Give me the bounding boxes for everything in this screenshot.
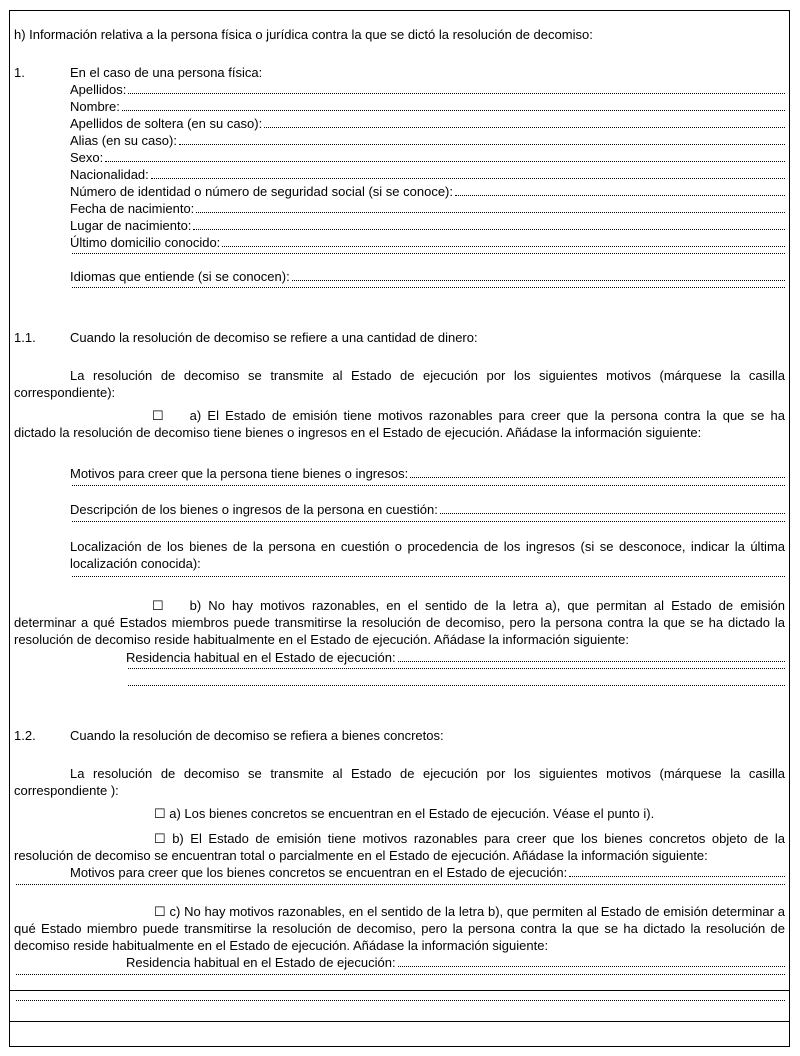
field-residencia-continuation-2[interactable]: [126, 684, 785, 690]
field-motivos-bienes-concretos[interactable]: Motivos para creer que los bienes concretos se encuentran en el Estado de ejecución:: [70, 865, 785, 881]
section-1-2-intro: La resolución de decomiso se transmite al Estado de ejecución por los siguientes motivos (márquese la casilla correspondiente ):: [14, 766, 785, 798]
field-idiomas-continuation[interactable]: [70, 286, 785, 292]
field-residencia-habitual-2[interactable]: Residencia habitual en el Estado de ejecución:: [126, 955, 785, 971]
field-nombre[interactable]: Nombre:: [70, 99, 785, 115]
field-idiomas[interactable]: Idiomas que entiende (si se conocen):: [70, 269, 785, 285]
section-1-2-number: 1.2.: [14, 728, 36, 743]
field-domicilio-continuation[interactable]: [70, 252, 785, 258]
section-1-1-number: 1.1.: [14, 330, 36, 345]
field-localizacion-bienes[interactable]: Localización de los bienes de la persona en cuestión o procedencia de los ingresos (si se desconoce, indicar la última localización conocida):: [70, 539, 785, 571]
field-localizacion-continuation[interactable]: [70, 575, 785, 581]
row-divider: [10, 1021, 789, 1022]
field-residencia-2-continuation-1[interactable]: [14, 973, 785, 979]
field-apellidos-soltera[interactable]: Apellidos de soltera (en su caso):: [70, 116, 785, 132]
field-sexo[interactable]: Sexo:: [70, 150, 785, 166]
field-ultimo-domicilio[interactable]: Último domicilio conocido:: [70, 235, 785, 251]
field-apellidos[interactable]: Apellidos:: [70, 82, 785, 98]
field-fecha-nacimiento[interactable]: Fecha de nacimiento:: [70, 201, 785, 217]
field-motivos-continuation[interactable]: [70, 484, 785, 490]
section-h-heading: h) Información relativa a la persona física o jurídica contra la que se dictó la resolución de decomiso:: [14, 27, 593, 42]
field-nacionalidad[interactable]: Nacionalidad:: [70, 167, 785, 183]
section-1-title: En el caso de una persona física:: [70, 65, 263, 80]
field-motivos-bienes[interactable]: Motivos para creer que la persona tiene bienes o ingresos:: [70, 466, 785, 482]
option-1-1-b[interactable]: ☐ b) No hay motivos razonables, en el sentido de la letra a), que permitan al Estado de emisión determinar a qué Estados miembros puede transmitirse la resolución de decomiso, pero la persona contra la que se ha dictado la resolución de decomiso reside habitualmente en el Estado de ejecución. Añádase la información siguiente:: [14, 598, 785, 647]
option-1-2-c[interactable]: ☐ c) No hay motivos razonables, en el sentido de la letra b), que permiten al Estado de emisión determinar a qué Estado miembro puede transmitirse la resolución de decomiso, pero la persona contra la que se ha dictado la resolución de decomiso reside habitualmente en el Estado de ejecución. Añádase la información siguiente:: [14, 904, 785, 953]
section-1-1-intro: La resolución de decomiso se transmite al Estado de ejecución por los siguientes motivos (márquese la casilla correspondiente):: [14, 368, 785, 400]
field-lugar-nacimiento[interactable]: Lugar de nacimiento:: [70, 218, 785, 234]
field-residencia-continuation-1[interactable]: [126, 667, 785, 673]
field-descripcion-continuation[interactable]: [70, 520, 785, 526]
option-1-2-b[interactable]: ☐ b) El Estado de emisión tiene motivos razonables para creer que los bienes concretos objeto de la resolución de decomiso se encuentran total o parcialmente en el Estado de ejecución. Añádase la información siguiente:: [14, 831, 785, 863]
field-motivos-concretos-continuation[interactable]: [14, 883, 785, 889]
section-1-1-title: Cuando la resolución de decomiso se refiere a una cantidad de dinero:: [70, 330, 478, 345]
field-residencia-habitual[interactable]: Residencia habitual en el Estado de ejecución:: [126, 650, 785, 666]
field-residencia-2-continuation-2[interactable]: [14, 999, 785, 1005]
option-1-2-a[interactable]: ☐ a) Los bienes concretos se encuentran en el Estado de ejecución. Véase el punto i).: [154, 806, 655, 821]
form-frame: [9, 10, 790, 1047]
field-numero-identidad[interactable]: Número de identidad o número de seguridad social (si se conoce):: [70, 184, 785, 200]
field-alias[interactable]: Alias (en su caso):: [70, 133, 785, 149]
section-1-2-title: Cuando la resolución de decomiso se refiera a bienes concretos:: [70, 728, 444, 743]
option-1-1-a[interactable]: ☐ a) El Estado de emisión tiene motivos razonables para creer que la persona contra la que se ha dictado la resolución de decomiso tiene bienes o ingresos en el Estado de ejecución. Añádase la información siguiente:: [14, 408, 785, 440]
field-descripcion-bienes[interactable]: Descripción de los bienes o ingresos de la persona en cuestión:: [70, 502, 785, 518]
row-divider: [10, 990, 789, 991]
section-1-number: 1.: [14, 65, 25, 80]
